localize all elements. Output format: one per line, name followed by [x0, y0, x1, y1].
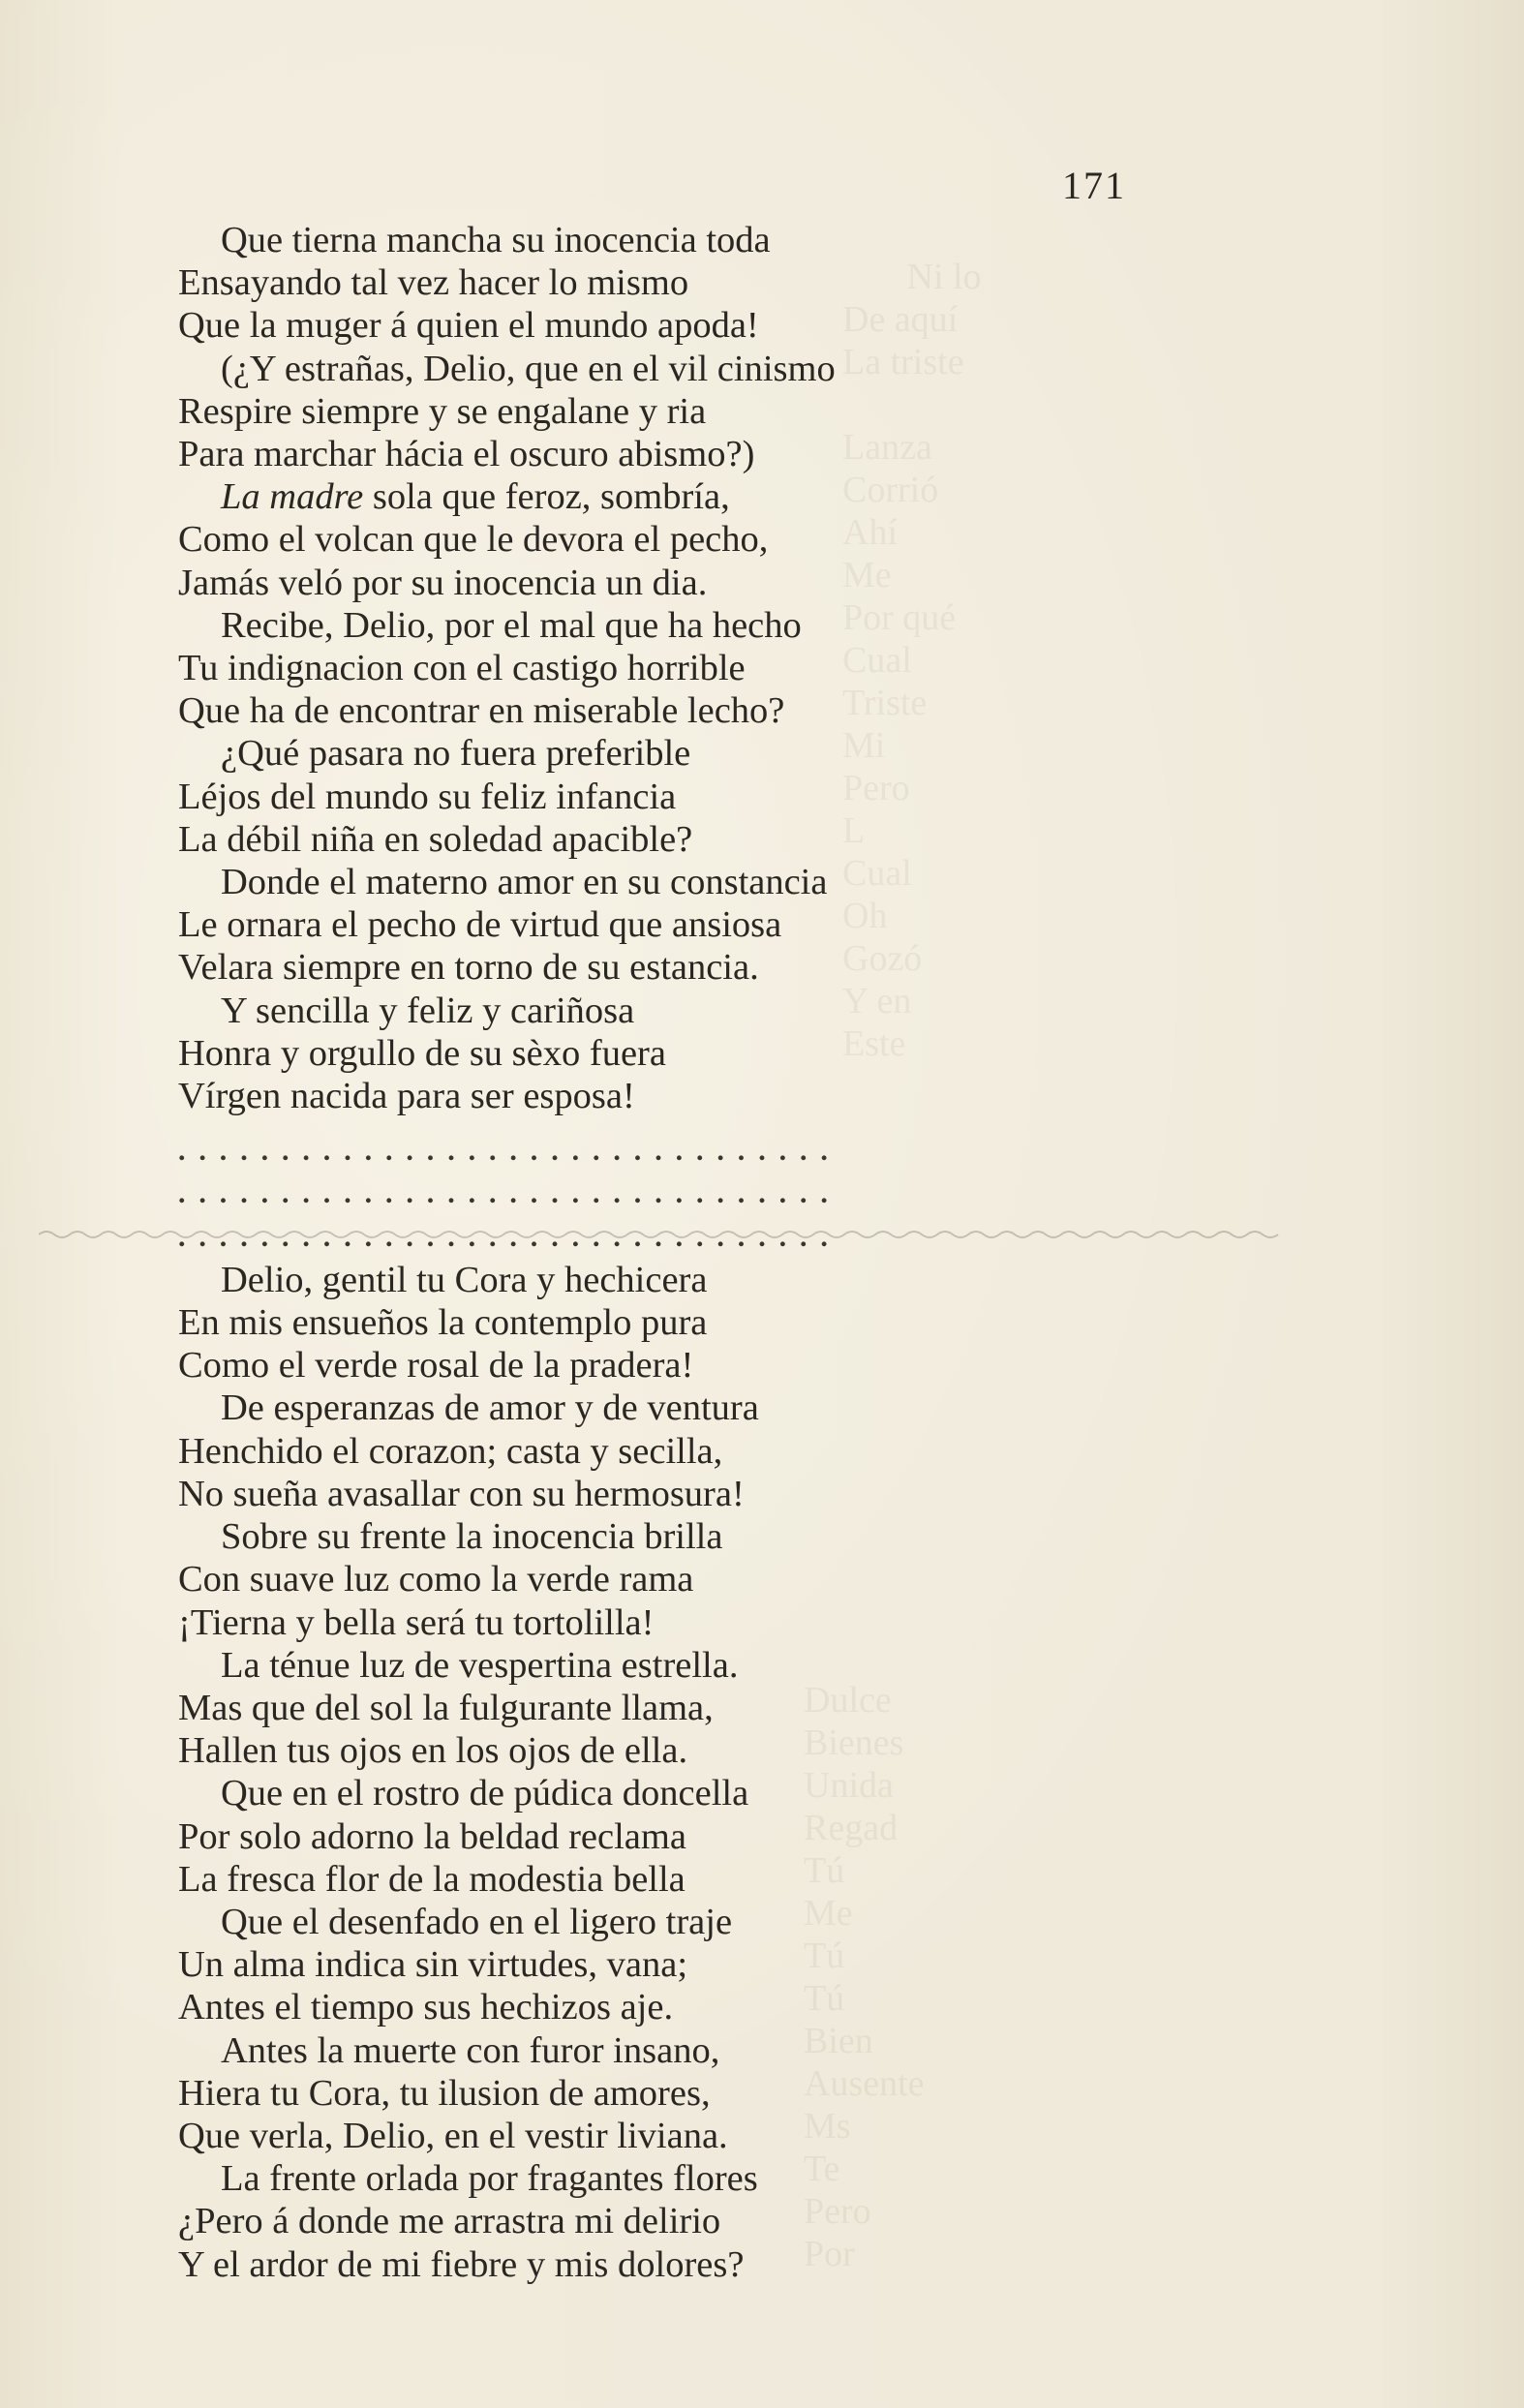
verse-line: Por solo adorno la beldad reclama: [178, 1815, 686, 1857]
verse-line-rest: sola que feroz, sombría,: [363, 476, 730, 518]
poem-body: [178, 219, 914, 2286]
show-through-text: Ni lo De aquí La triste Lanza Corrió Ahí Me Por qué Cual Triste Mi Pero L Cual Oh Gozó Y en Este: [842, 257, 982, 1064]
verse-line: ¿Pero á donde me arrastra mi delirio: [178, 2201, 721, 2242]
verse-line: La ténue luz de vespertina estrella.: [221, 1644, 739, 1686]
verse-line: Léjos del mundo su feliz infancia: [178, 776, 677, 817]
verse-line: Henchido el corazon; casta y secilla,: [178, 1430, 723, 1472]
verse-line: Que el desenfado en el ligero traje: [221, 1901, 733, 1942]
verse-line: La fresca flor de la modestia bella: [178, 1858, 686, 1900]
verse-line: Respire siempre y se engalane y ria: [178, 390, 707, 432]
verse-line: Donde el materno amor en su constancia: [221, 862, 828, 903]
verse-line: [178, 475, 914, 518]
verse-italic-lead: La madre: [221, 476, 364, 518]
verse-line: Como el volcan que le devora el pecho,: [178, 519, 769, 561]
ellipsis-rows: [178, 1130, 914, 1259]
verse-line: Hiera tu Cora, tu ilusion de amores,: [178, 2072, 711, 2114]
show-through-text-lower: Dulce Bienes Unida Regad Tú Me Tú Tú Bien Ausente Ms Te Pero Por: [804, 1680, 925, 2274]
verse-line: Antes la muerte con furor insano,: [221, 2029, 720, 2071]
verse-line: Con suave luz como la verde rama: [178, 1559, 694, 1600]
verse-line: Jamás veló por su inocencia un dia.: [178, 562, 708, 603]
ellipsis-row: . . . . . . . . . . . . . . . . . . . . . . . . . . . . . . . .: [178, 1220, 832, 1253]
verse-line: Recibe, Delio, por el mal que ha hecho: [221, 604, 802, 646]
verse-line: En mis ensueños la contemplo pura: [178, 1302, 708, 1344]
verse-line: Que en el rostro de púdica doncella: [221, 1773, 749, 1814]
verse-line: Delio, gentil tu Cora y hechicera: [221, 1259, 708, 1300]
verse-line: Que ha de encontrar en miserable lecho?: [178, 690, 785, 732]
verse-line: Que la muger á quien el mundo apoda!: [178, 305, 759, 347]
verse-line: Mas que del sol la fulgurante llama,: [178, 1687, 714, 1728]
verse-line: Para marchar hácia el oscuro abismo?): [178, 434, 755, 475]
verse-line: ¿Qué pasara no fuera preferible: [221, 733, 691, 775]
verse-line: Un alma indica sin virtudes, vana;: [178, 1944, 688, 1986]
verse-line: (¿Y estrañas, Delio, que en el vil cinismo: [221, 348, 836, 389]
ellipsis-row: . . . . . . . . . . . . . . . . . . . . . . . . . . . . . . . .: [178, 1177, 832, 1210]
verse-line: Vírgen nacida para ser esposa!: [178, 1076, 635, 1117]
verse-line: Que verla, Delio, en el vestir liviana.: [178, 2115, 728, 2156]
verse-line: La frente orlada por fragantes flores: [221, 2158, 758, 2200]
verse-line: ¡Tierna y bella será tu tortolilla!: [178, 1601, 655, 1643]
verse-line: Tu indignacion con el castigo horrible: [178, 648, 746, 689]
verse-line: Y el ardor de mi fiebre y mis dolores?: [178, 2243, 745, 2285]
page-number: 171: [1062, 164, 1126, 207]
verse-line: Sobre su frente la inocencia brilla: [221, 1516, 723, 1558]
verse-line: Velara siempre en torno de su estancia.: [178, 947, 759, 989]
spacer: [178, 1117, 914, 1130]
verse-line: La débil niña en soledad apacible?: [178, 818, 693, 860]
verse-line: No sueña avasallar con su hermosura!: [178, 1473, 745, 1514]
verse-line: Hallen tus ojos en los ojos de ella.: [178, 1730, 688, 1772]
verse-line: Y sencilla y feliz y cariñosa: [221, 990, 635, 1031]
verse-line: Antes el tiempo sus hechizos aje.: [178, 1987, 674, 2028]
verse-line: Ensayando tal vez hacer lo mismo: [178, 262, 689, 304]
verse-line: Le ornara el pecho de virtud que ansiosa: [178, 904, 782, 946]
verse-line: Que tierna mancha su inocencia toda: [221, 220, 771, 260]
verse-line: Como el verde rosal de la pradera!: [178, 1345, 694, 1387]
verse-line: De esperanzas de amor y de ventura: [221, 1387, 759, 1429]
ellipsis-row: . . . . . . . . . . . . . . . . . . . . . . . . . . . . . . . .: [178, 1135, 832, 1168]
poem-section-1: [178, 219, 914, 1117]
poem-section-2: [178, 1259, 914, 2286]
verse-line: Honra y orgullo de su sèxo fuera: [178, 1032, 666, 1074]
